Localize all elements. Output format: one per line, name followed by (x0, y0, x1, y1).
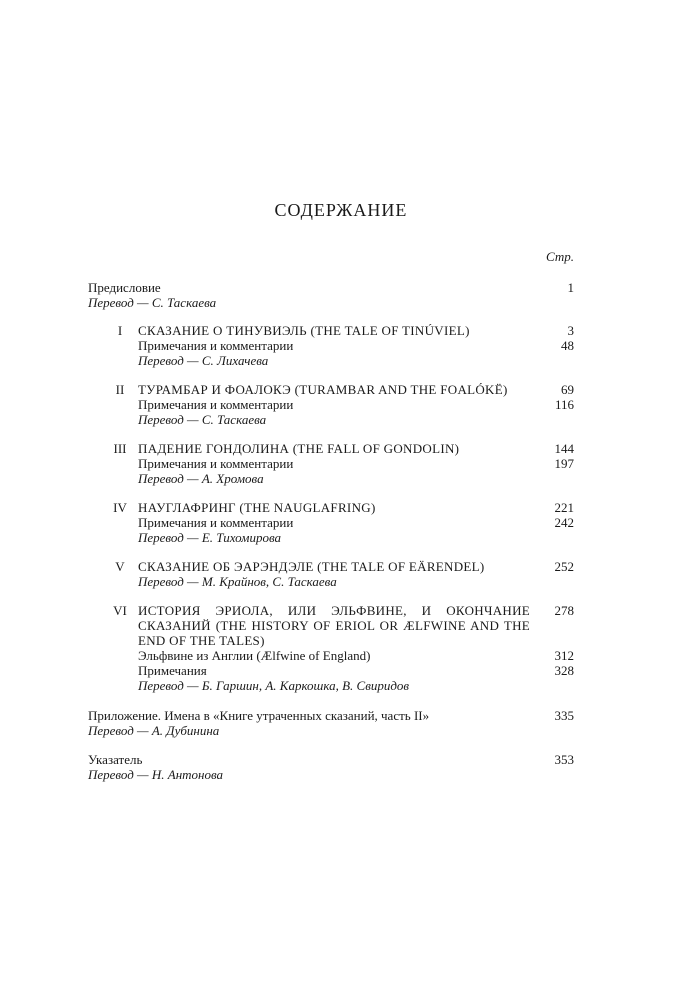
chapter-title: ИСТОРИЯ ЭРИОЛА, ИЛИ ЭЛЬФВИНЕ, И ОКОНЧАНИЕ СКАЗАНИЙ (THE HISTORY OF ERIOL OR ÆLFWINE AND THE END OF THE TALES) (138, 603, 530, 648)
entry-title: Предисловие (88, 280, 161, 295)
entry-title: Указатель (88, 752, 143, 767)
entry-page: 1 (567, 280, 574, 295)
subentry-label: Эльфвине из Англии (Ælfwine of England) (138, 648, 371, 663)
chapter-page: 3 (567, 323, 574, 338)
entry-page: 353 (554, 752, 574, 767)
chapter-number: II (115, 382, 125, 397)
entry-translator: Перевод — Н. Антонова (88, 767, 224, 782)
notes-page: 197 (554, 456, 574, 471)
toc-entry-chapter-5 (102, 559, 574, 589)
page-title: СОДЕРЖАНИЕ (274, 200, 408, 220)
toc-entry-index (88, 752, 574, 782)
chapter-page: 221 (554, 500, 574, 515)
chapter-number: III (113, 441, 127, 456)
chapter-translator: Перевод — М. Крайнов, С. Таскаева (138, 574, 337, 589)
chapter-number: I (117, 323, 123, 338)
notes-page: 328 (554, 663, 574, 678)
chapter-translator: Перевод — С. Таскаева (138, 412, 267, 427)
chapter-title: ТУРАМБАР И ФОАЛОКЭ (TURAMBAR AND THE FOALÓKË) (138, 382, 508, 397)
chapter-translator: Перевод — Е. Тихомирова (138, 530, 282, 545)
chapter-page: 144 (554, 441, 574, 456)
chapter-number: V (115, 559, 125, 574)
chapter-page: 69 (561, 382, 574, 397)
toc-entry-chapter-6 (102, 603, 574, 693)
notes-page: 116 (554, 397, 574, 412)
toc-entry-appendix (88, 708, 574, 738)
page-column-label: Стр. (546, 249, 574, 264)
chapter-translator: Перевод — С. Лихачева (138, 353, 269, 368)
chapter-title: СКАЗАНИЕ ОБ ЭАРЭНДЭЛЕ (THE TALE OF EÄRENDEL) (138, 559, 485, 574)
notes-label: Примечания и комментарии (138, 338, 294, 353)
chapter-number: IV (113, 500, 127, 515)
toc-entry-chapter-3 (102, 441, 574, 486)
subentry-page: 312 (554, 648, 574, 663)
chapter-title: НАУГЛАФРИНГ (THE NAUGLAFRING) (138, 500, 376, 515)
chapter-number: VI (113, 603, 127, 618)
notes-label: Примечания и комментарии (138, 397, 294, 412)
chapter-title: ПАДЕНИЕ ГОНДОЛИНА (THE FALL OF GONDOLIN) (138, 441, 460, 456)
toc-entry-chapter-1 (102, 323, 574, 368)
notes-label: Примечания (138, 663, 207, 678)
chapter-title: СКАЗАНИЕ О ТИНУВИЭЛЬ (THE TALE OF TINÚVIEL) (138, 323, 470, 338)
entry-title: Приложение. Имена в «Книге утраченных сказаний, часть II» (88, 708, 430, 723)
notes-page: 48 (561, 338, 574, 353)
chapter-page: 252 (554, 559, 574, 574)
entry-translator: Перевод — А. Дубинина (88, 723, 220, 738)
toc-entry-chapter-4 (102, 500, 574, 545)
notes-label: Примечания и комментарии (138, 515, 294, 530)
toc-entry-preface (88, 280, 574, 310)
notes-label: Примечания и комментарии (138, 456, 294, 471)
entry-translator: Перевод — С. Таскаева (88, 295, 217, 310)
chapter-translator: Перевод — А. Хромова (138, 471, 264, 486)
chapter-page: 278 (554, 603, 574, 618)
toc-entry-chapter-2 (102, 382, 574, 427)
notes-page: 242 (554, 515, 574, 530)
chapter-translator: Перевод — Б. Гаршин, А. Каркошка, В. Свиридов (138, 678, 410, 693)
entry-page: 335 (554, 708, 574, 723)
